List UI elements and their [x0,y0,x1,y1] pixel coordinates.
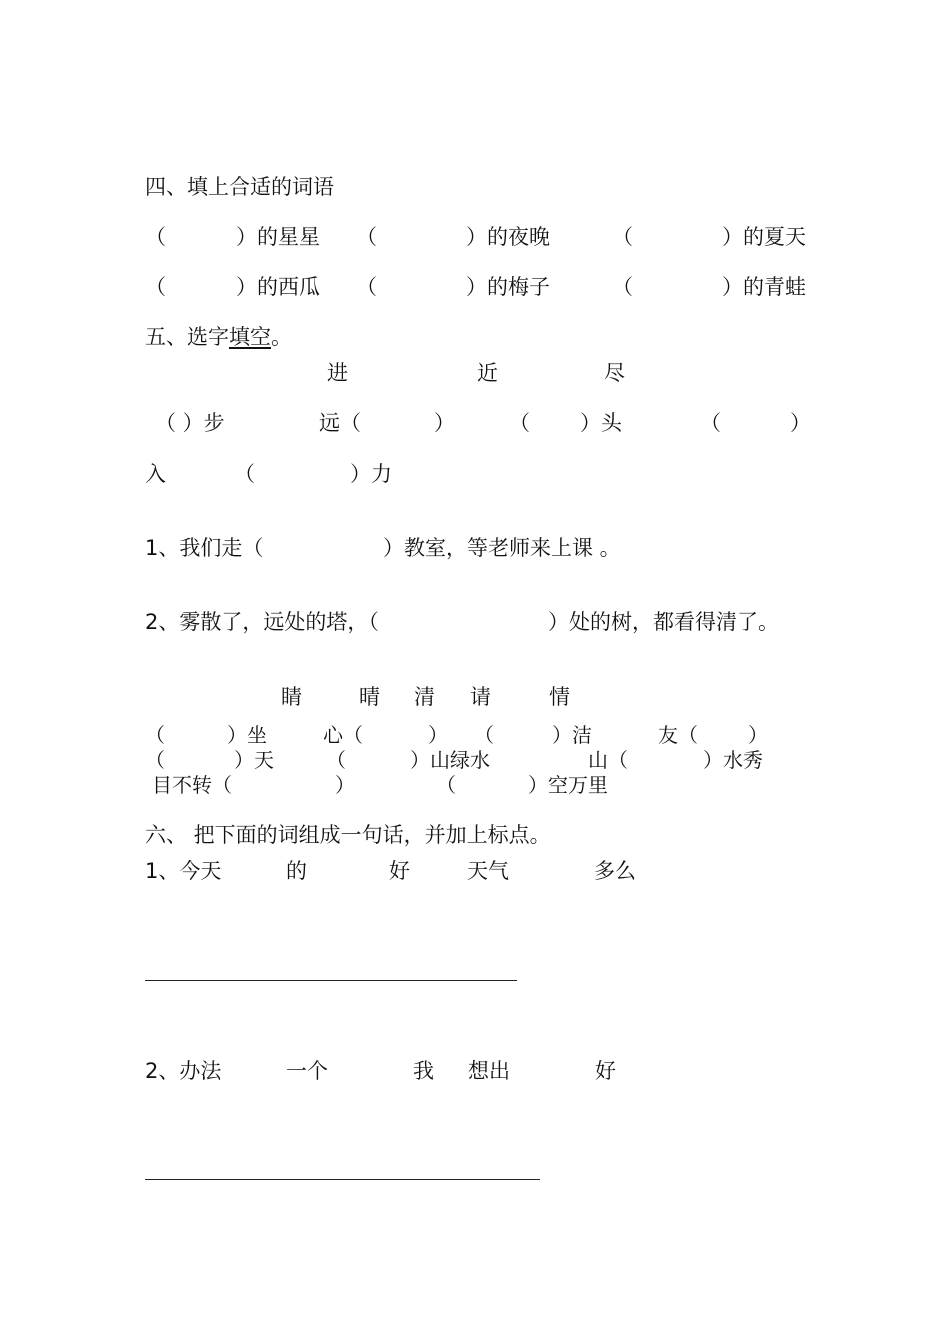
word: 我 [413,1059,434,1083]
blank-head: ）头 [580,411,622,435]
section5-title-a: 五、选字 [145,325,229,349]
section5-title-underlined: 填空 [229,325,271,349]
idiom-green-water: ）山绿水 [410,748,490,772]
paren-close: ） [790,411,811,435]
idiom-heart: 心（ [323,723,363,747]
section4-title: 四、填上合适的词语 [145,175,334,199]
paren-open: （ [145,275,166,299]
paren-open: （ [700,411,721,435]
word: 好 [389,859,410,883]
word: 1、今天 [145,859,222,883]
word: 的 [286,859,307,883]
choice-char: 进 [327,361,348,385]
phrase-night: ）的夜晚 [466,225,550,249]
paren-close: ） [434,411,455,435]
choice-char: 尽 [604,361,625,385]
paren-open: （ [145,723,165,747]
paren-open: （ [326,748,346,772]
paren-close: ） [428,723,448,747]
choice-char: 睛 [281,685,302,709]
choice-char: 清 [414,685,435,709]
section5-title [145,324,292,350]
paren-open: （ [145,748,165,772]
idiom-sit: ）坐 [227,723,267,747]
word: 多么 [594,859,636,883]
idiom-sky: ）天 [234,748,274,772]
word: 好 [595,1059,616,1083]
word: 2、办法 [145,1059,222,1083]
word-enter: 入 [145,462,166,486]
paren-close: ） [748,723,768,747]
phrase-plum: ）的梅子 [466,275,550,299]
paren-close: ） [335,773,355,797]
paren-open: （ [145,225,166,249]
paren-open: （ [356,225,377,249]
blank-power: ）力 [350,462,392,486]
blank-far: 远（ [319,411,361,435]
paren-open: （ [436,773,456,797]
blank-step: （ ）步 [155,411,225,435]
section6-title: 六、 把下面的词组成一句话，并加上标点。 [145,823,551,847]
sentence-1-end: ）教室，等老师来上课 。 [383,536,621,560]
word: 一个 [286,1059,328,1083]
word: 想出 [468,1059,510,1083]
paren-open: （ [234,462,255,486]
phrase-stars: ）的星星 [236,225,320,249]
choice-char: 情 [549,685,570,709]
word: 天气 [467,859,509,883]
idiom-clear-sky: ）空万里 [528,773,608,797]
idiom-friend: 友（ [658,723,698,747]
phrase-watermelon: ）的西瓜 [236,275,320,299]
idiom-clean: ）洁 [552,723,592,747]
sentence-2-start: 2、雾散了，远处的塔，（ [145,610,379,634]
choice-char: 晴 [359,685,380,709]
idiom-water-beauty: ）水秀 [703,748,763,772]
answer-line-1 [145,980,517,981]
choice-char: 近 [477,361,498,385]
phrase-summer: ）的夏天 [722,225,806,249]
idiom-eyes: 目不转（ [152,773,232,797]
section5-title-c: 。 [271,325,292,349]
paren-open: （ [356,275,377,299]
sentence-2-end: ）处的树，都看得清了。 [548,610,779,634]
choice-char: 请 [470,685,491,709]
paren-open: （ [612,225,633,249]
idiom-mountain: 山（ [588,748,628,772]
sentence-1-start: 1、我们走（ [145,536,264,560]
paren-open: （ [509,411,530,435]
answer-line-2 [145,1179,540,1180]
paren-open: （ [612,275,633,299]
phrase-frog: ）的青蛙 [722,275,806,299]
paren-open: （ [474,723,494,747]
